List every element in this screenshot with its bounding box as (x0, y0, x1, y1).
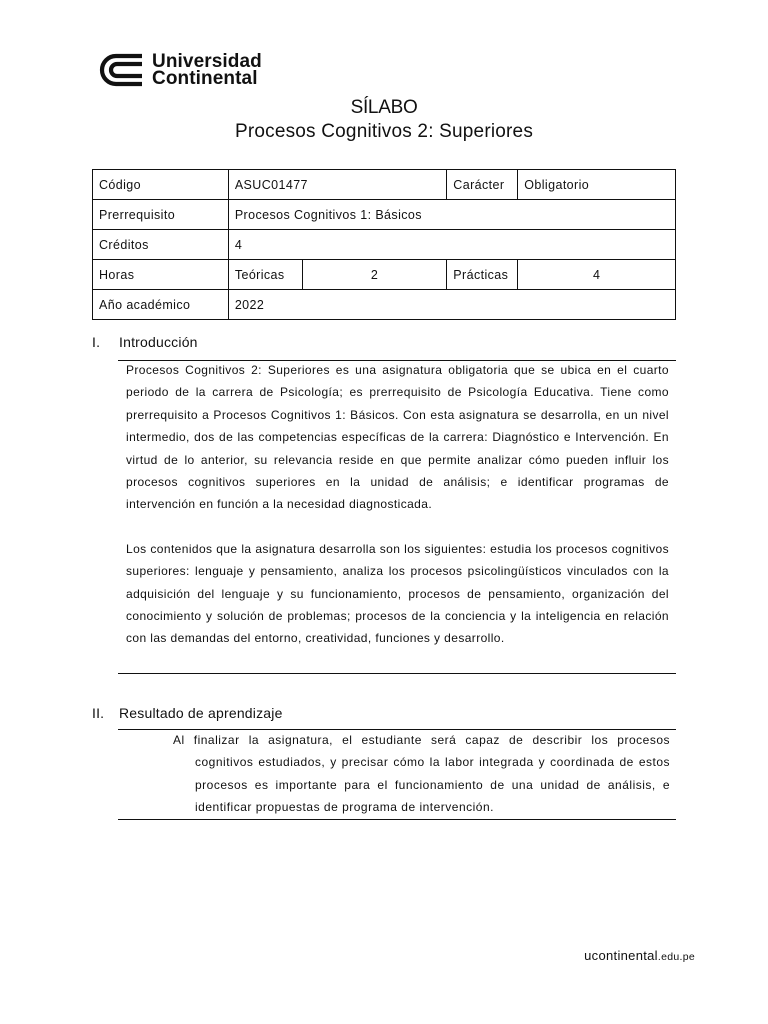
resultado-paragraph: Al finalizar la asignatura, el estudiante será capaz de describir los procesos cognitivos estudiados, y precisar cómo la labor integrada y coordinada de estos procesos es importante para el funcionamiento de una unidad de análisis, e identificar propuestas de programa de intervención. (173, 733, 670, 815)
course-title: Procesos Cognitivos 2: Superiores (234, 121, 534, 142)
section-resultado-heading (92, 705, 283, 721)
university-logo (98, 50, 262, 90)
creditos-label: Créditos (93, 230, 229, 260)
table-row (93, 230, 676, 260)
codigo-label: Código (93, 170, 229, 200)
logo-wordmark (152, 53, 262, 87)
logo-line-2: Continental (152, 68, 258, 89)
title-block (0, 96, 768, 144)
document-title: SÍLABO (350, 97, 418, 118)
footer-domain[interactable] (584, 948, 695, 963)
creditos-value: 4 (228, 230, 675, 260)
logo-line-1: Universidad (152, 51, 262, 72)
table-row (93, 290, 676, 320)
introduccion-box (118, 360, 676, 674)
course-info-table (92, 169, 676, 320)
practicas-value: 4 (518, 260, 676, 290)
teoricas-label: Teóricas (228, 260, 302, 290)
section-title: Resultado de aprendizaje (119, 705, 283, 721)
table-row (93, 200, 676, 230)
section-number: I. (92, 334, 101, 350)
section-title: Introducción (119, 334, 198, 350)
anio-value: 2022 (228, 290, 675, 320)
teoricas-value: 2 (302, 260, 447, 290)
intro-paragraph-2: Los contenidos que la asignatura desarrolla son los siguientes: estudia los procesos cognitivos superiores: lenguaje y pensamiento, analiza los procesos psicolingüísticos vinculados con la adquisición del lenguaje y su funcionamiento, procesos de pensamiento, organización del conocimiento y solución de problemas; procesos de la conciencia y la inteligencia en relación con las demandas del entorno, creatividad, funciones y desarrollo. (126, 541, 669, 646)
codigo-value: ASUC01477 (228, 170, 446, 200)
continental-c-icon (98, 51, 144, 89)
resultado-box (118, 729, 676, 820)
caracter-value: Obligatorio (518, 170, 676, 200)
intro-paragraph-1: Procesos Cognitivos 2: Superiores es una asignatura obligatoria que se ubica en el cuarto periodo de la carrera de Psicología; es prerrequisito de Psicología Educativa. Tiene como prerrequisito a Procesos Cognitivos 1: Básicos. Con esta asignatura se desarrolla, en un nivel intermedio, dos de las competencias específicas de la carrera: Diagnóstico e Intervención. En virtud de lo anterior, su relevancia reside en que permite analizar cómo pueden influir los procesos cognitivos superiores en la unidad de análisis; e identificar programas de intervención en función a la necesidad diagnosticada. (126, 363, 669, 512)
section-introduccion-heading (92, 334, 198, 350)
anio-label: Año académico (93, 290, 229, 320)
prerrequisito-value: Procesos Cognitivos 1: Básicos (228, 200, 675, 230)
caracter-label: Carácter (447, 170, 518, 200)
table-row (93, 170, 676, 200)
section-number: II. (92, 705, 105, 721)
practicas-label: Prácticas (447, 260, 518, 290)
horas-label: Horas (93, 260, 229, 290)
footer-domain-main: ucontinental (584, 948, 658, 963)
table-row (93, 260, 676, 290)
prerrequisito-label: Prerrequisito (93, 200, 229, 230)
footer-domain-suffix: .edu.pe (657, 951, 695, 963)
